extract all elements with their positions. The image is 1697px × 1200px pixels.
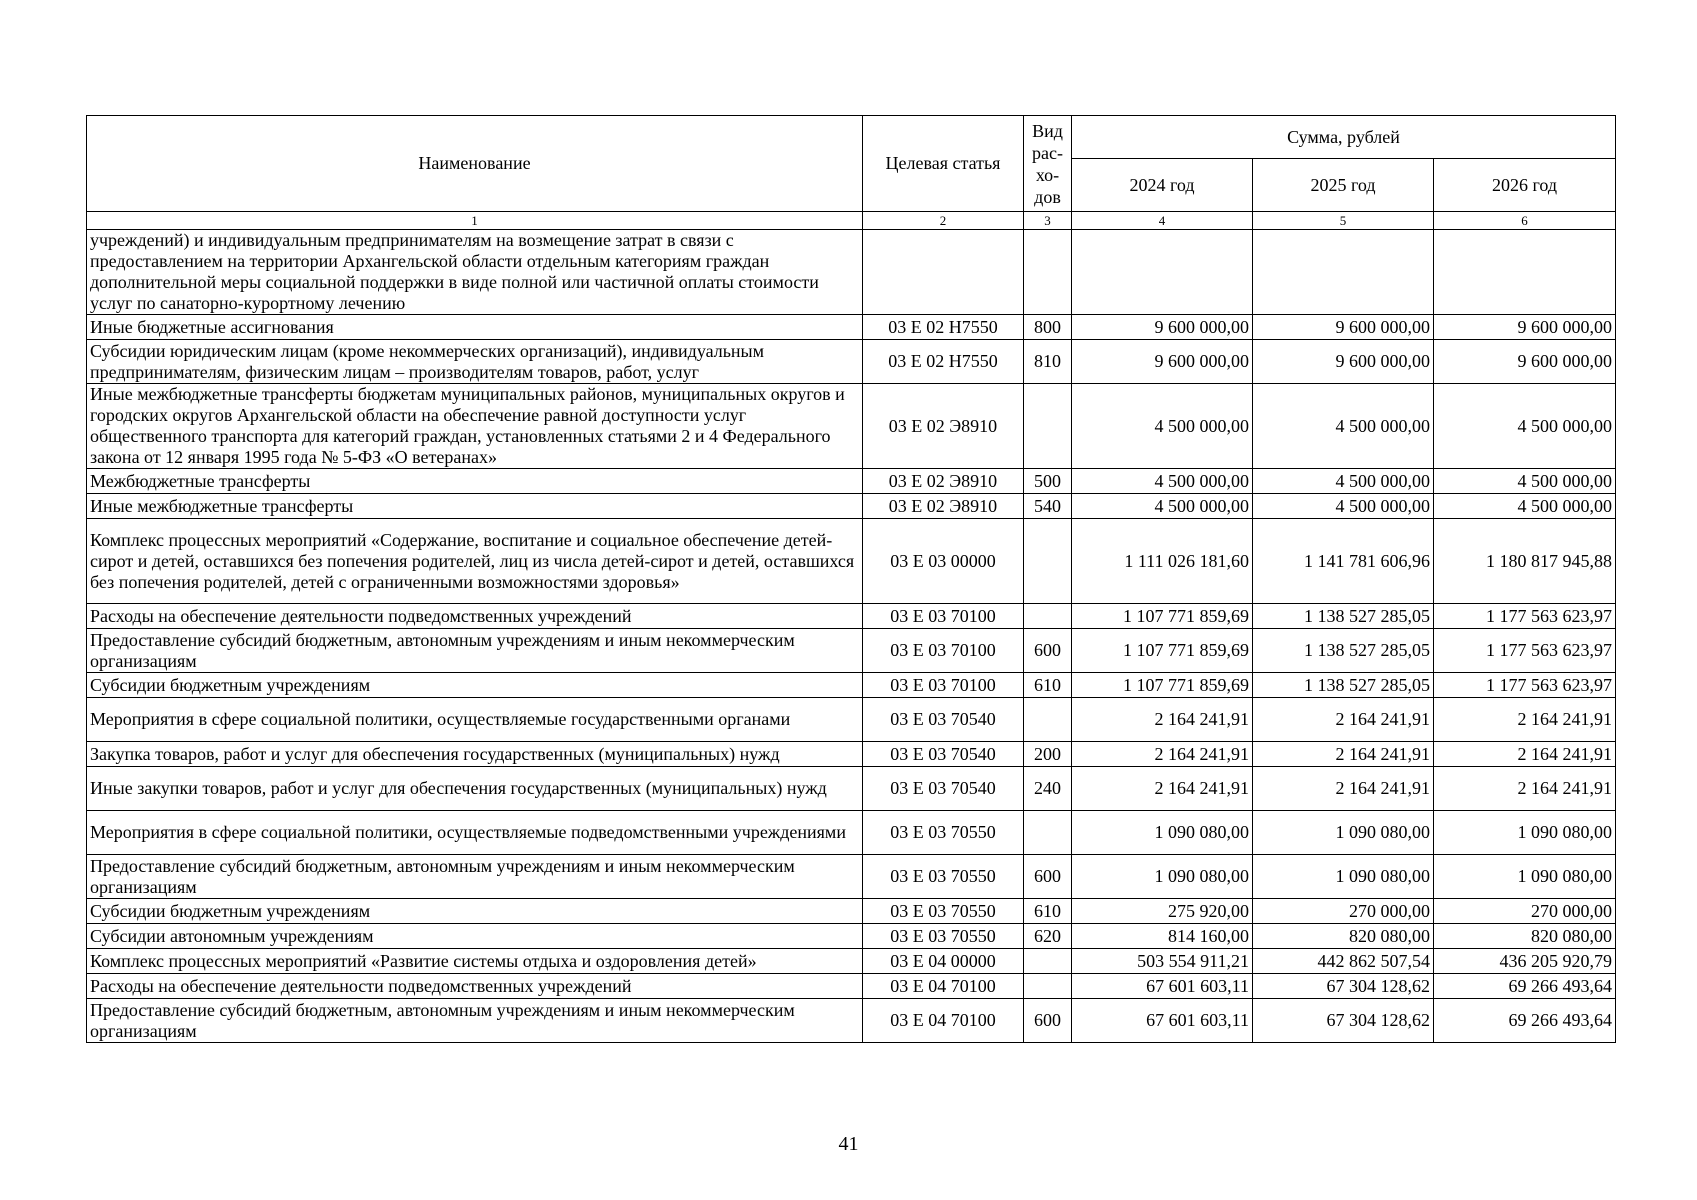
- row-sum-2026: 4 500 000,00: [1434, 469, 1616, 494]
- row-sum-2025: 1 138 527 285,05: [1253, 629, 1434, 673]
- row-name: Предоставление субсидий бюджетным, автономным учреждениям и иным некоммерческим организациям: [87, 855, 863, 899]
- row-target-article: [863, 230, 1024, 315]
- row-target-article: 03 Е 02 Н7550: [863, 340, 1024, 384]
- row-name: Расходы на обеспечение деятельности подведомственных учреждений: [87, 604, 863, 629]
- row-sum-2026: 2 164 241,91: [1434, 742, 1616, 767]
- table-row: [87, 742, 1616, 767]
- row-target-article: 03 Е 03 00000: [863, 519, 1024, 604]
- row-sum-2024: 1 090 080,00: [1072, 811, 1253, 855]
- table-row: [87, 767, 1616, 811]
- row-expense-type: [1024, 384, 1072, 469]
- row-sum-2025: 442 862 507,54: [1253, 949, 1434, 974]
- row-sum-2026: 2 164 241,91: [1434, 767, 1616, 811]
- row-sum-2026: 1 090 080,00: [1434, 811, 1616, 855]
- row-sum-2026: 4 500 000,00: [1434, 494, 1616, 519]
- col-number-2: 2: [863, 212, 1024, 230]
- row-sum-2026: 1 090 080,00: [1434, 855, 1616, 899]
- row-sum-2025: 1 138 527 285,05: [1253, 673, 1434, 698]
- row-target-article: 03 Е 03 70550: [863, 924, 1024, 949]
- col-number-1: 1: [87, 212, 863, 230]
- header-sum: Сумма, рублей: [1072, 116, 1616, 159]
- row-sum-2024: 4 500 000,00: [1072, 384, 1253, 469]
- budget-table: [86, 115, 1616, 1043]
- row-target-article: 03 Е 03 70540: [863, 698, 1024, 742]
- row-sum-2025: 67 304 128,62: [1253, 974, 1434, 999]
- row-name: Комплекс процессных мероприятий «Развитие системы отдыха и оздоровления детей»: [87, 949, 863, 974]
- table-row: [87, 629, 1616, 673]
- row-sum-2024: 1 111 026 181,60: [1072, 519, 1253, 604]
- row-sum-2026: 69 266 493,64: [1434, 999, 1616, 1043]
- row-name: Предоставление субсидий бюджетным, автономным учреждениям и иным некоммерческим организациям: [87, 999, 863, 1043]
- row-expense-type: [1024, 230, 1072, 315]
- row-expense-type: 600: [1024, 629, 1072, 673]
- row-target-article: 03 Е 02 Э8910: [863, 494, 1024, 519]
- row-target-article: 03 Е 02 Н7550: [863, 315, 1024, 340]
- row-name: Субсидии юридическим лицам (кроме некоммерческих организаций), индивидуальным предпринимателям, физическим лицам – производителям товаров, работ, услуг: [87, 340, 863, 384]
- row-expense-type: 610: [1024, 899, 1072, 924]
- row-sum-2024: 4 500 000,00: [1072, 469, 1253, 494]
- row-name: Субсидии бюджетным учреждениям: [87, 899, 863, 924]
- row-expense-type: 600: [1024, 999, 1072, 1043]
- table-row: [87, 604, 1616, 629]
- row-sum-2025: 4 500 000,00: [1253, 384, 1434, 469]
- row-target-article: 03 Е 04 00000: [863, 949, 1024, 974]
- row-sum-2026: 9 600 000,00: [1434, 340, 1616, 384]
- row-sum-2024: 1 090 080,00: [1072, 855, 1253, 899]
- row-target-article: 03 Е 03 70100: [863, 673, 1024, 698]
- row-name: Иные межбюджетные трансферты бюджетам муниципальных районов, муниципальных округов и городских округов Архангельской области на обеспечение равной доступности услуг общественного транспорта для категорий граждан, установленных статьями 2 и 4 Федерального закона от 12 января 1995 года № 5-ФЗ «О ветеранах»: [87, 384, 863, 469]
- row-target-article: 03 Е 02 Э8910: [863, 384, 1024, 469]
- row-expense-type: 240: [1024, 767, 1072, 811]
- row-sum-2024: [1072, 230, 1253, 315]
- header-name: Наименование: [87, 116, 863, 212]
- row-sum-2026: [1434, 230, 1616, 315]
- row-sum-2026: 69 266 493,64: [1434, 974, 1616, 999]
- row-sum-2025: 2 164 241,91: [1253, 767, 1434, 811]
- table-row: [87, 924, 1616, 949]
- row-sum-2026: 1 180 817 945,88: [1434, 519, 1616, 604]
- row-expense-type: 540: [1024, 494, 1072, 519]
- row-target-article: 03 Е 04 70100: [863, 999, 1024, 1043]
- row-sum-2024: 4 500 000,00: [1072, 494, 1253, 519]
- row-name: Мероприятия в сфере социальной политики, осуществляемые подведомственными учреждениями: [87, 811, 863, 855]
- row-sum-2024: 275 920,00: [1072, 899, 1253, 924]
- row-expense-type: 600: [1024, 855, 1072, 899]
- row-name: учреждений) и индивидуальным предпринимателям на возмещение затрат в связи с предоставлением на территории Архангельской области отдельным категориям граждан дополнительной меры социальной поддержки в виде полной или частичной оплаты стоимости услуг по санаторно-курортному лечению: [87, 230, 863, 315]
- row-target-article: 03 Е 04 70100: [863, 974, 1024, 999]
- row-sum-2024: 2 164 241,91: [1072, 767, 1253, 811]
- row-target-article: 03 Е 03 70540: [863, 742, 1024, 767]
- table-row: [87, 698, 1616, 742]
- table-row: [87, 469, 1616, 494]
- table-row: [87, 494, 1616, 519]
- row-target-article: 03 Е 03 70550: [863, 811, 1024, 855]
- row-sum-2025: 2 164 241,91: [1253, 742, 1434, 767]
- row-target-article: 03 Е 03 70550: [863, 899, 1024, 924]
- row-target-article: 03 Е 03 70100: [863, 604, 1024, 629]
- header-year-2024: 2024 год: [1072, 159, 1253, 212]
- table-row: [87, 519, 1616, 604]
- row-sum-2026: 270 000,00: [1434, 899, 1616, 924]
- row-sum-2024: 9 600 000,00: [1072, 315, 1253, 340]
- row-sum-2026: 1 177 563 623,97: [1434, 604, 1616, 629]
- row-name: Субсидии автономным учреждениям: [87, 924, 863, 949]
- row-sum-2025: 1 141 781 606,96: [1253, 519, 1434, 604]
- table-row: [87, 315, 1616, 340]
- row-name: Расходы на обеспечение деятельности подведомственных учреждений: [87, 974, 863, 999]
- row-target-article: 03 Е 03 70100: [863, 629, 1024, 673]
- row-sum-2024: 2 164 241,91: [1072, 742, 1253, 767]
- table-row: [87, 949, 1616, 974]
- row-sum-2024: 1 107 771 859,69: [1072, 629, 1253, 673]
- row-sum-2024: 1 107 771 859,69: [1072, 673, 1253, 698]
- row-expense-type: 800: [1024, 315, 1072, 340]
- row-name: Закупка товаров, работ и услуг для обеспечения государственных (муниципальных) нужд: [87, 742, 863, 767]
- row-target-article: 03 Е 02 Э8910: [863, 469, 1024, 494]
- row-expense-type: [1024, 519, 1072, 604]
- row-name: Иные бюджетные ассигнования: [87, 315, 863, 340]
- row-name: Мероприятия в сфере социальной политики, осуществляемые государственными органами: [87, 698, 863, 742]
- table-header: [87, 116, 1616, 230]
- row-sum-2025: 2 164 241,91: [1253, 698, 1434, 742]
- row-expense-type: 610: [1024, 673, 1072, 698]
- table-row: [87, 974, 1616, 999]
- row-sum-2024: 9 600 000,00: [1072, 340, 1253, 384]
- row-name: Комплекс процессных мероприятий «Содержание, воспитание и социальное обеспечение детей-сирот и детей, оставшихся без попечения родителей, лиц из числа детей-сирот и детей, оставшихся без попечения родителей, детей с ограниченными возможностями здоровья»: [87, 519, 863, 604]
- table-row: [87, 999, 1616, 1043]
- row-sum-2025: 4 500 000,00: [1253, 494, 1434, 519]
- table-row: [87, 899, 1616, 924]
- col-number-4: 4: [1072, 212, 1253, 230]
- row-target-article: 03 Е 03 70540: [863, 767, 1024, 811]
- table-row: [87, 811, 1616, 855]
- col-number-3: 3: [1024, 212, 1072, 230]
- row-expense-type: [1024, 949, 1072, 974]
- row-target-article: 03 Е 03 70550: [863, 855, 1024, 899]
- row-sum-2024: 67 601 603,11: [1072, 974, 1253, 999]
- row-expense-type: [1024, 811, 1072, 855]
- row-sum-2025: 9 600 000,00: [1253, 340, 1434, 384]
- col-number-6: 6: [1434, 212, 1616, 230]
- row-sum-2024: 2 164 241,91: [1072, 698, 1253, 742]
- table-body: [87, 230, 1616, 1043]
- table-row: [87, 230, 1616, 315]
- row-sum-2025: [1253, 230, 1434, 315]
- page-number: 41: [838, 1133, 859, 1155]
- row-sum-2024: 1 107 771 859,69: [1072, 604, 1253, 629]
- row-sum-2025: 270 000,00: [1253, 899, 1434, 924]
- row-expense-type: [1024, 974, 1072, 999]
- row-name: Предоставление субсидий бюджетным, автономным учреждениям и иным некоммерческим организациям: [87, 629, 863, 673]
- row-sum-2025: 9 600 000,00: [1253, 315, 1434, 340]
- header-expense-type: Вид рас-хо-дов: [1024, 116, 1072, 212]
- row-expense-type: 620: [1024, 924, 1072, 949]
- row-sum-2025: 820 080,00: [1253, 924, 1434, 949]
- row-expense-type: [1024, 698, 1072, 742]
- header-year-2026: 2026 год: [1434, 159, 1616, 212]
- row-expense-type: [1024, 604, 1072, 629]
- row-sum-2026: 2 164 241,91: [1434, 698, 1616, 742]
- col-number-5: 5: [1253, 212, 1434, 230]
- table-row: [87, 384, 1616, 469]
- table-row: [87, 673, 1616, 698]
- row-sum-2025: 4 500 000,00: [1253, 469, 1434, 494]
- row-sum-2025: 1 090 080,00: [1253, 811, 1434, 855]
- row-sum-2026: 9 600 000,00: [1434, 315, 1616, 340]
- row-sum-2026: 436 205 920,79: [1434, 949, 1616, 974]
- row-sum-2024: 67 601 603,11: [1072, 999, 1253, 1043]
- row-name: Иные межбюджетные трансферты: [87, 494, 863, 519]
- row-sum-2026: 820 080,00: [1434, 924, 1616, 949]
- row-sum-2025: 1 090 080,00: [1253, 855, 1434, 899]
- row-expense-type: 500: [1024, 469, 1072, 494]
- row-sum-2026: 1 177 563 623,97: [1434, 673, 1616, 698]
- table-row: [87, 340, 1616, 384]
- table-row: [87, 855, 1616, 899]
- row-sum-2025: 1 138 527 285,05: [1253, 604, 1434, 629]
- row-name: Субсидии бюджетным учреждениям: [87, 673, 863, 698]
- row-expense-type: 200: [1024, 742, 1072, 767]
- row-name: Межбюджетные трансферты: [87, 469, 863, 494]
- row-sum-2026: 4 500 000,00: [1434, 384, 1616, 469]
- row-expense-type: 810: [1024, 340, 1072, 384]
- row-sum-2024: 503 554 911,21: [1072, 949, 1253, 974]
- row-name: Иные закупки товаров, работ и услуг для обеспечения государственных (муниципальных) нужд: [87, 767, 863, 811]
- header-target-article: Целевая статья: [863, 116, 1024, 212]
- row-sum-2025: 67 304 128,62: [1253, 999, 1434, 1043]
- header-year-2025: 2025 год: [1253, 159, 1434, 212]
- row-sum-2026: 1 177 563 623,97: [1434, 629, 1616, 673]
- row-sum-2024: 814 160,00: [1072, 924, 1253, 949]
